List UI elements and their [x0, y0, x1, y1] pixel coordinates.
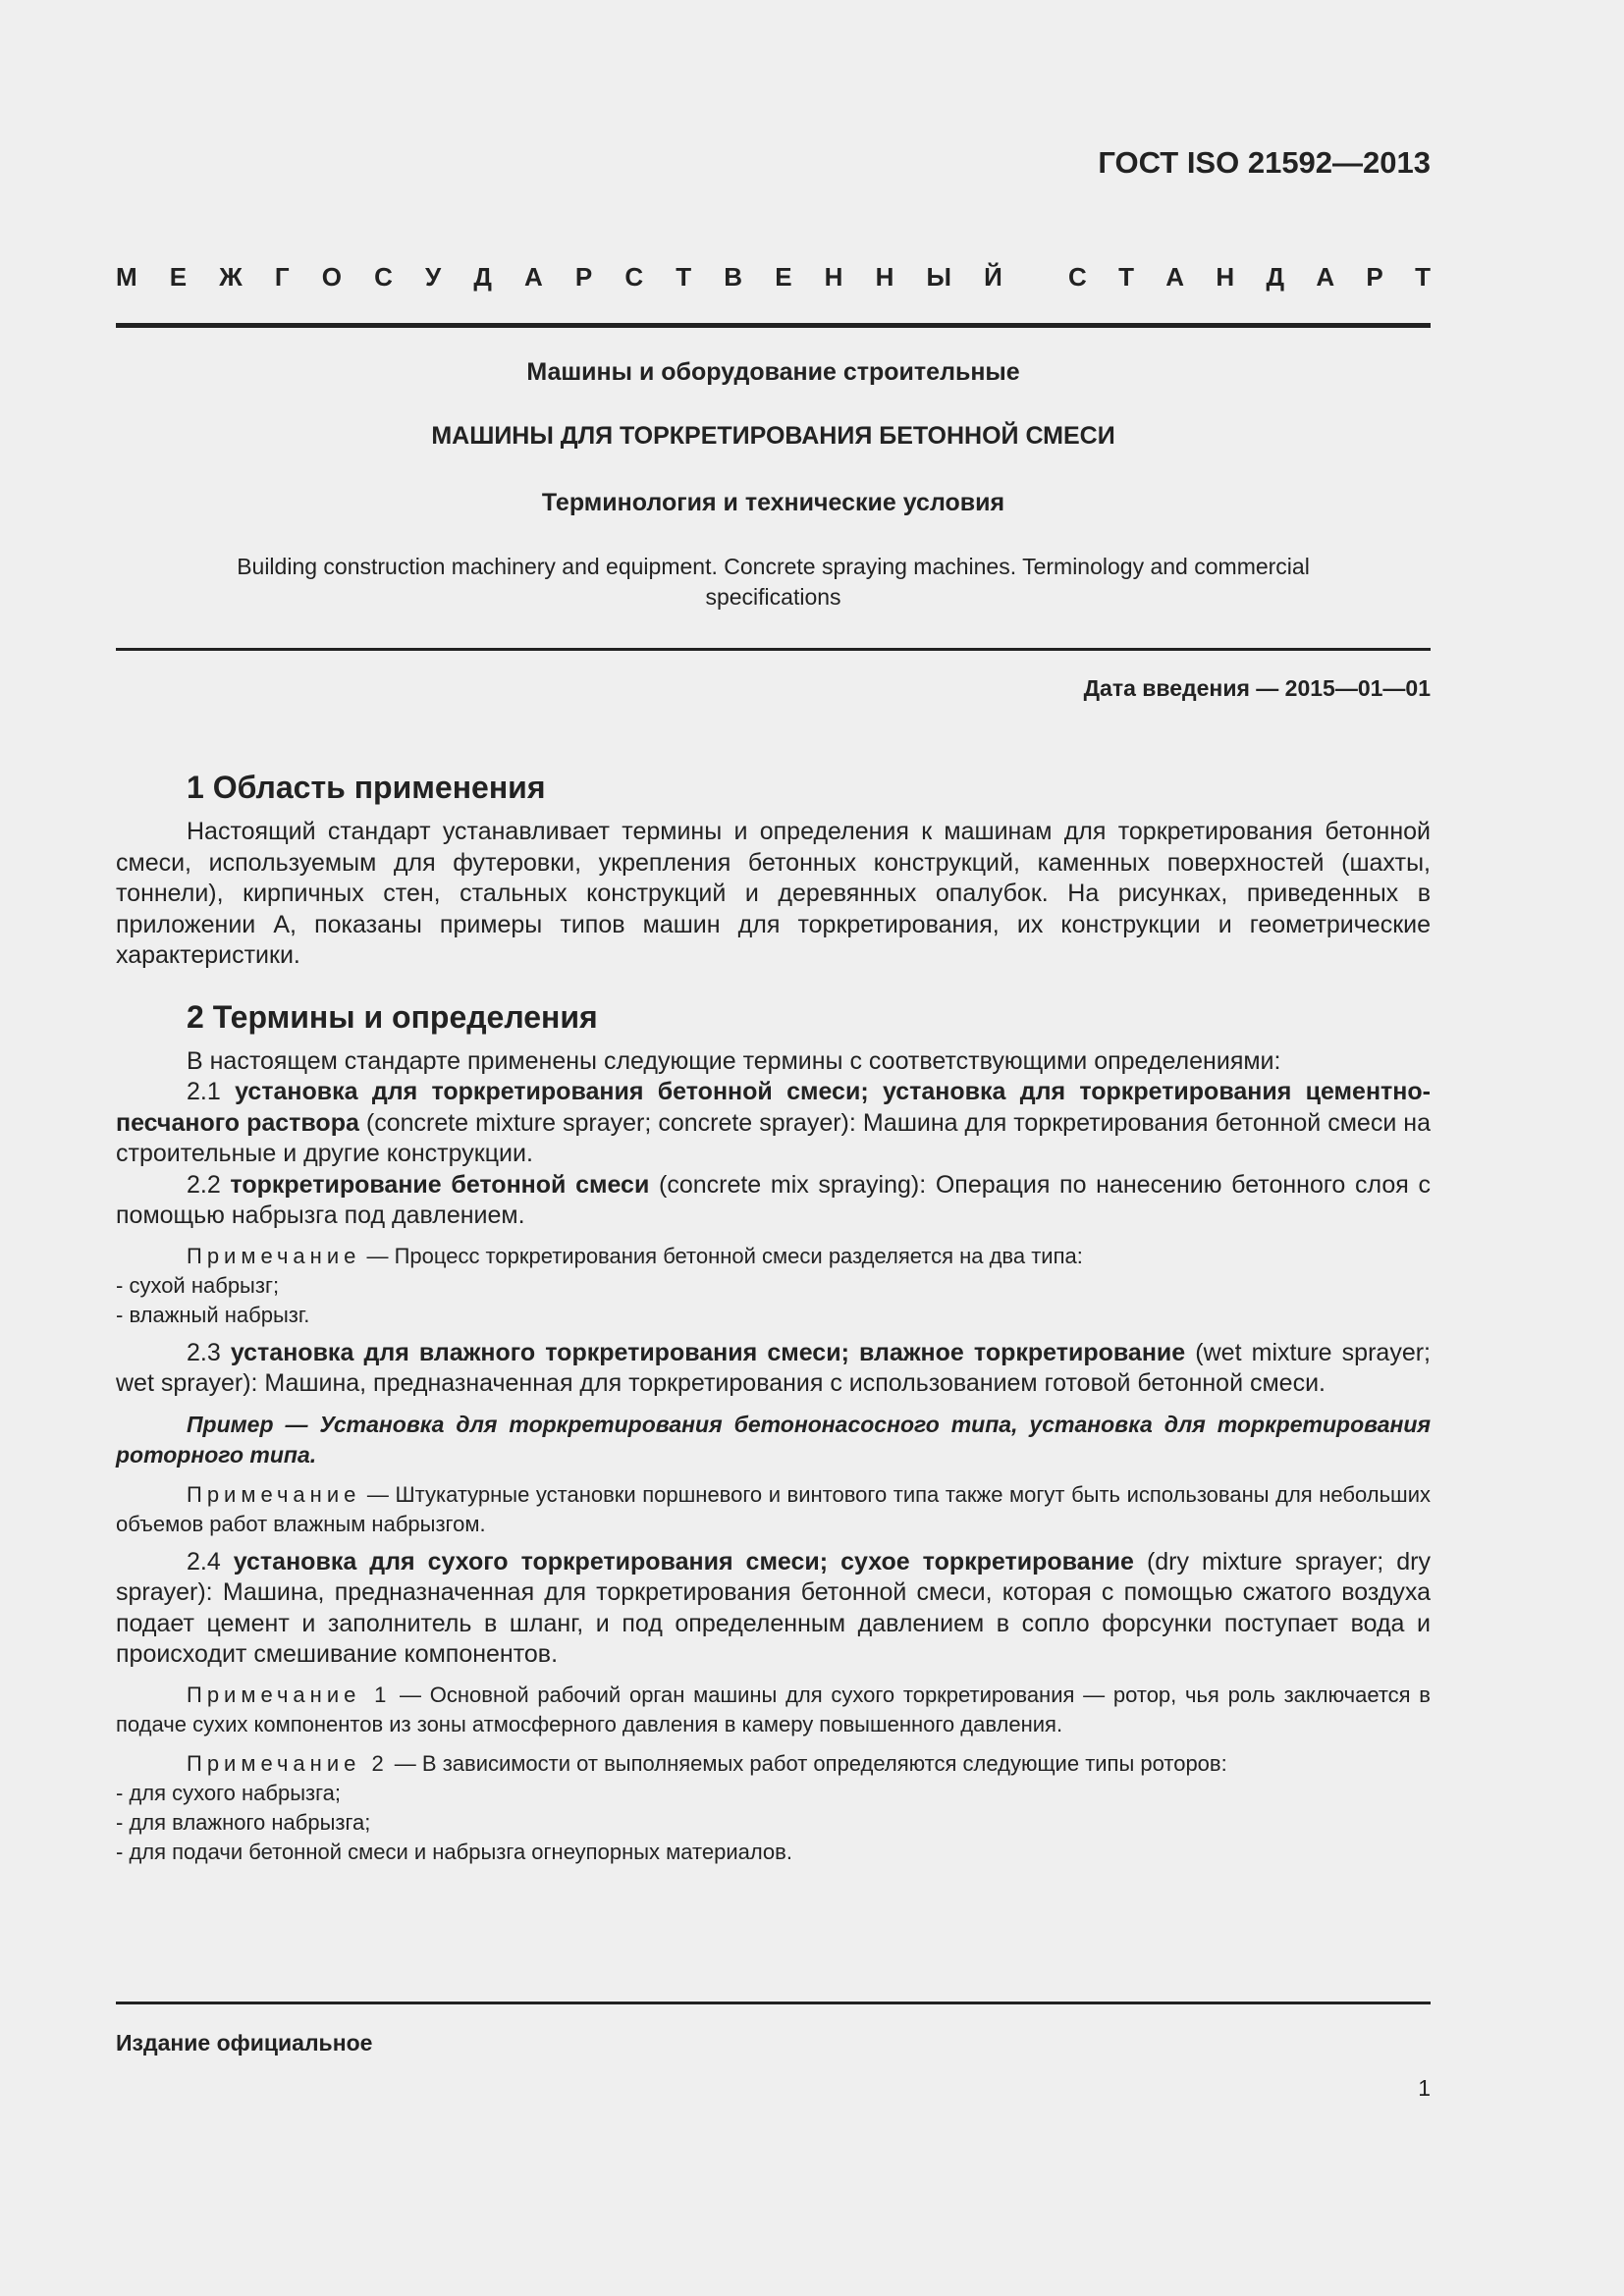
list-item: - для подачи бетонной смеси и набрызга огнеупорных материалов. — [116, 1839, 792, 1864]
section-2-heading: 2 Термины и определения — [187, 998, 598, 1035]
term-2-3-name: установка для влажного торкретирования смеси; влажное торкретирование — [230, 1338, 1186, 1366]
standard-kind-heading — [116, 262, 1431, 293]
list-item: - для сухого набрызга; — [116, 1780, 342, 1805]
note-2-2-list — [116, 1271, 1431, 1330]
section-1-heading: 1 Область применения — [187, 770, 546, 805]
section-1-text: Настоящий стандарт устанавливает термины и определения к машинам для торкретирования бетонной смеси, используемым для футеровки, укрепления бетонных конструкций, каменных поверхностей (шахты, тоннели), кирпичных стен, стальных конструкций и деревянных опалубок. На рисунках, приведенных в приложении А, показаны примеры типов машин для торкретирования, их конструкции и геометрические характеристики. — [116, 818, 1431, 969]
note-2-4-2: Примечание 2 — В зависимости от выполняемых работ определяются следующие типы роторов: — [187, 1750, 1227, 1776]
example-2-3: Пример — Установка для торкретирования бетононасосного типа, установка для торкретирования роторного типа. — [116, 1411, 1431, 1468]
top-divider — [116, 323, 1431, 328]
term-2-4: 2.4 установка для сухого торкретирования смеси; сухое торкретирование (dry mixture sprayer; dry sprayer): Машина, предназначенная для торкретирования бетонной смеси, которая с помощью сжатого воздуха подает цемент и заполнитель в шланг, и под определенным давлением в сопло форсунки поступает вода и происходит смешивание компонентов. — [116, 1547, 1431, 1668]
edition-label: Издание официальное — [116, 2030, 373, 2056]
title-divider — [116, 648, 1431, 651]
standard-kind-word-1: М Е Ж Г О С У Д А Р С Т В Е Н Н Ы Й — [116, 262, 1002, 292]
term-2-4-name: установка для сухого торкретирования смеси; сухое торкретирование — [233, 1547, 1134, 1575]
term-2-1: 2.1 установка для торкретирования бетонной смеси; установка для торкретирования цементно-песчаного раствора (concrete mixture sprayer; concrete sprayer): Машина для торкретирования бетонной смеси на строительные и другие конструкции. — [116, 1078, 1431, 1167]
note-2-3: Примечание — Штукатурные установки поршневого и винтового типа также могут быть использованы для небольших объемов работ влажным набрызгом. — [116, 1481, 1431, 1536]
title-group: Машины и оборудование строительные — [526, 358, 1020, 386]
title-main: МАШИНЫ ДЛЯ ТОРКРЕТИРОВАНИЯ БЕТОННОЙ СМЕСИ — [431, 422, 1115, 450]
term-2-2-name: торкретирование бетонной смеси — [230, 1170, 650, 1199]
standard-kind-word-2: С Т А Н Д А Р Т — [1068, 262, 1431, 292]
page-number: 1 — [1418, 2075, 1431, 2101]
list-item: - сухой набрызг; — [116, 1272, 280, 1298]
term-2-2: 2.2 торкретирование бетонной смеси (concrete mix spraying): Операция по нанесению бетонного слоя с помощью набрызга под давлением. — [116, 1170, 1431, 1229]
footer-divider — [116, 2002, 1431, 2004]
introduction-date: Дата введения — 2015—01—01 — [1083, 675, 1431, 701]
document-number: ГОСТ ISO 21592—2013 — [1098, 145, 1431, 180]
term-2-1-name: установка для торкретирования бетонной смеси; установка для торкретирования цементно-песчаного раствора — [116, 1078, 1431, 1137]
list-item: - влажный набрызг. — [116, 1302, 310, 1327]
document-body — [116, 766, 1431, 1867]
term-2-3: 2.3 установка для влажного торкретирования смеси; влажное торкретирование (wet mixture sprayer; wet sprayer): Машина, предназначенная для торкретирования с использованием готовой бетонной смеси. — [116, 1338, 1431, 1397]
section-2-intro: В настоящем стандарте применены следующие термины с соответствующими определениями: — [187, 1046, 1281, 1075]
list-item: - для влажного набрызга; — [116, 1809, 371, 1835]
title-sub: Терминология и технические условия — [541, 489, 1005, 516]
note-2-4-2-list — [116, 1779, 1431, 1867]
title-english: Building construction machinery and equipment. Concrete spraying machines. Terminology and commercial specifications — [237, 554, 1310, 610]
note-2-4-1: Примечание 1 — Основной рабочий орган машины для сухого торкретирования — ротор, чья роль заключается в подаче сухих компонентов из зоны атмосферного давления в камеру повышенного давления. — [116, 1682, 1431, 1736]
note-2-2: Примечание — Процесс торкретирования бетонной смеси разделяется на два типа: — [187, 1243, 1083, 1268]
